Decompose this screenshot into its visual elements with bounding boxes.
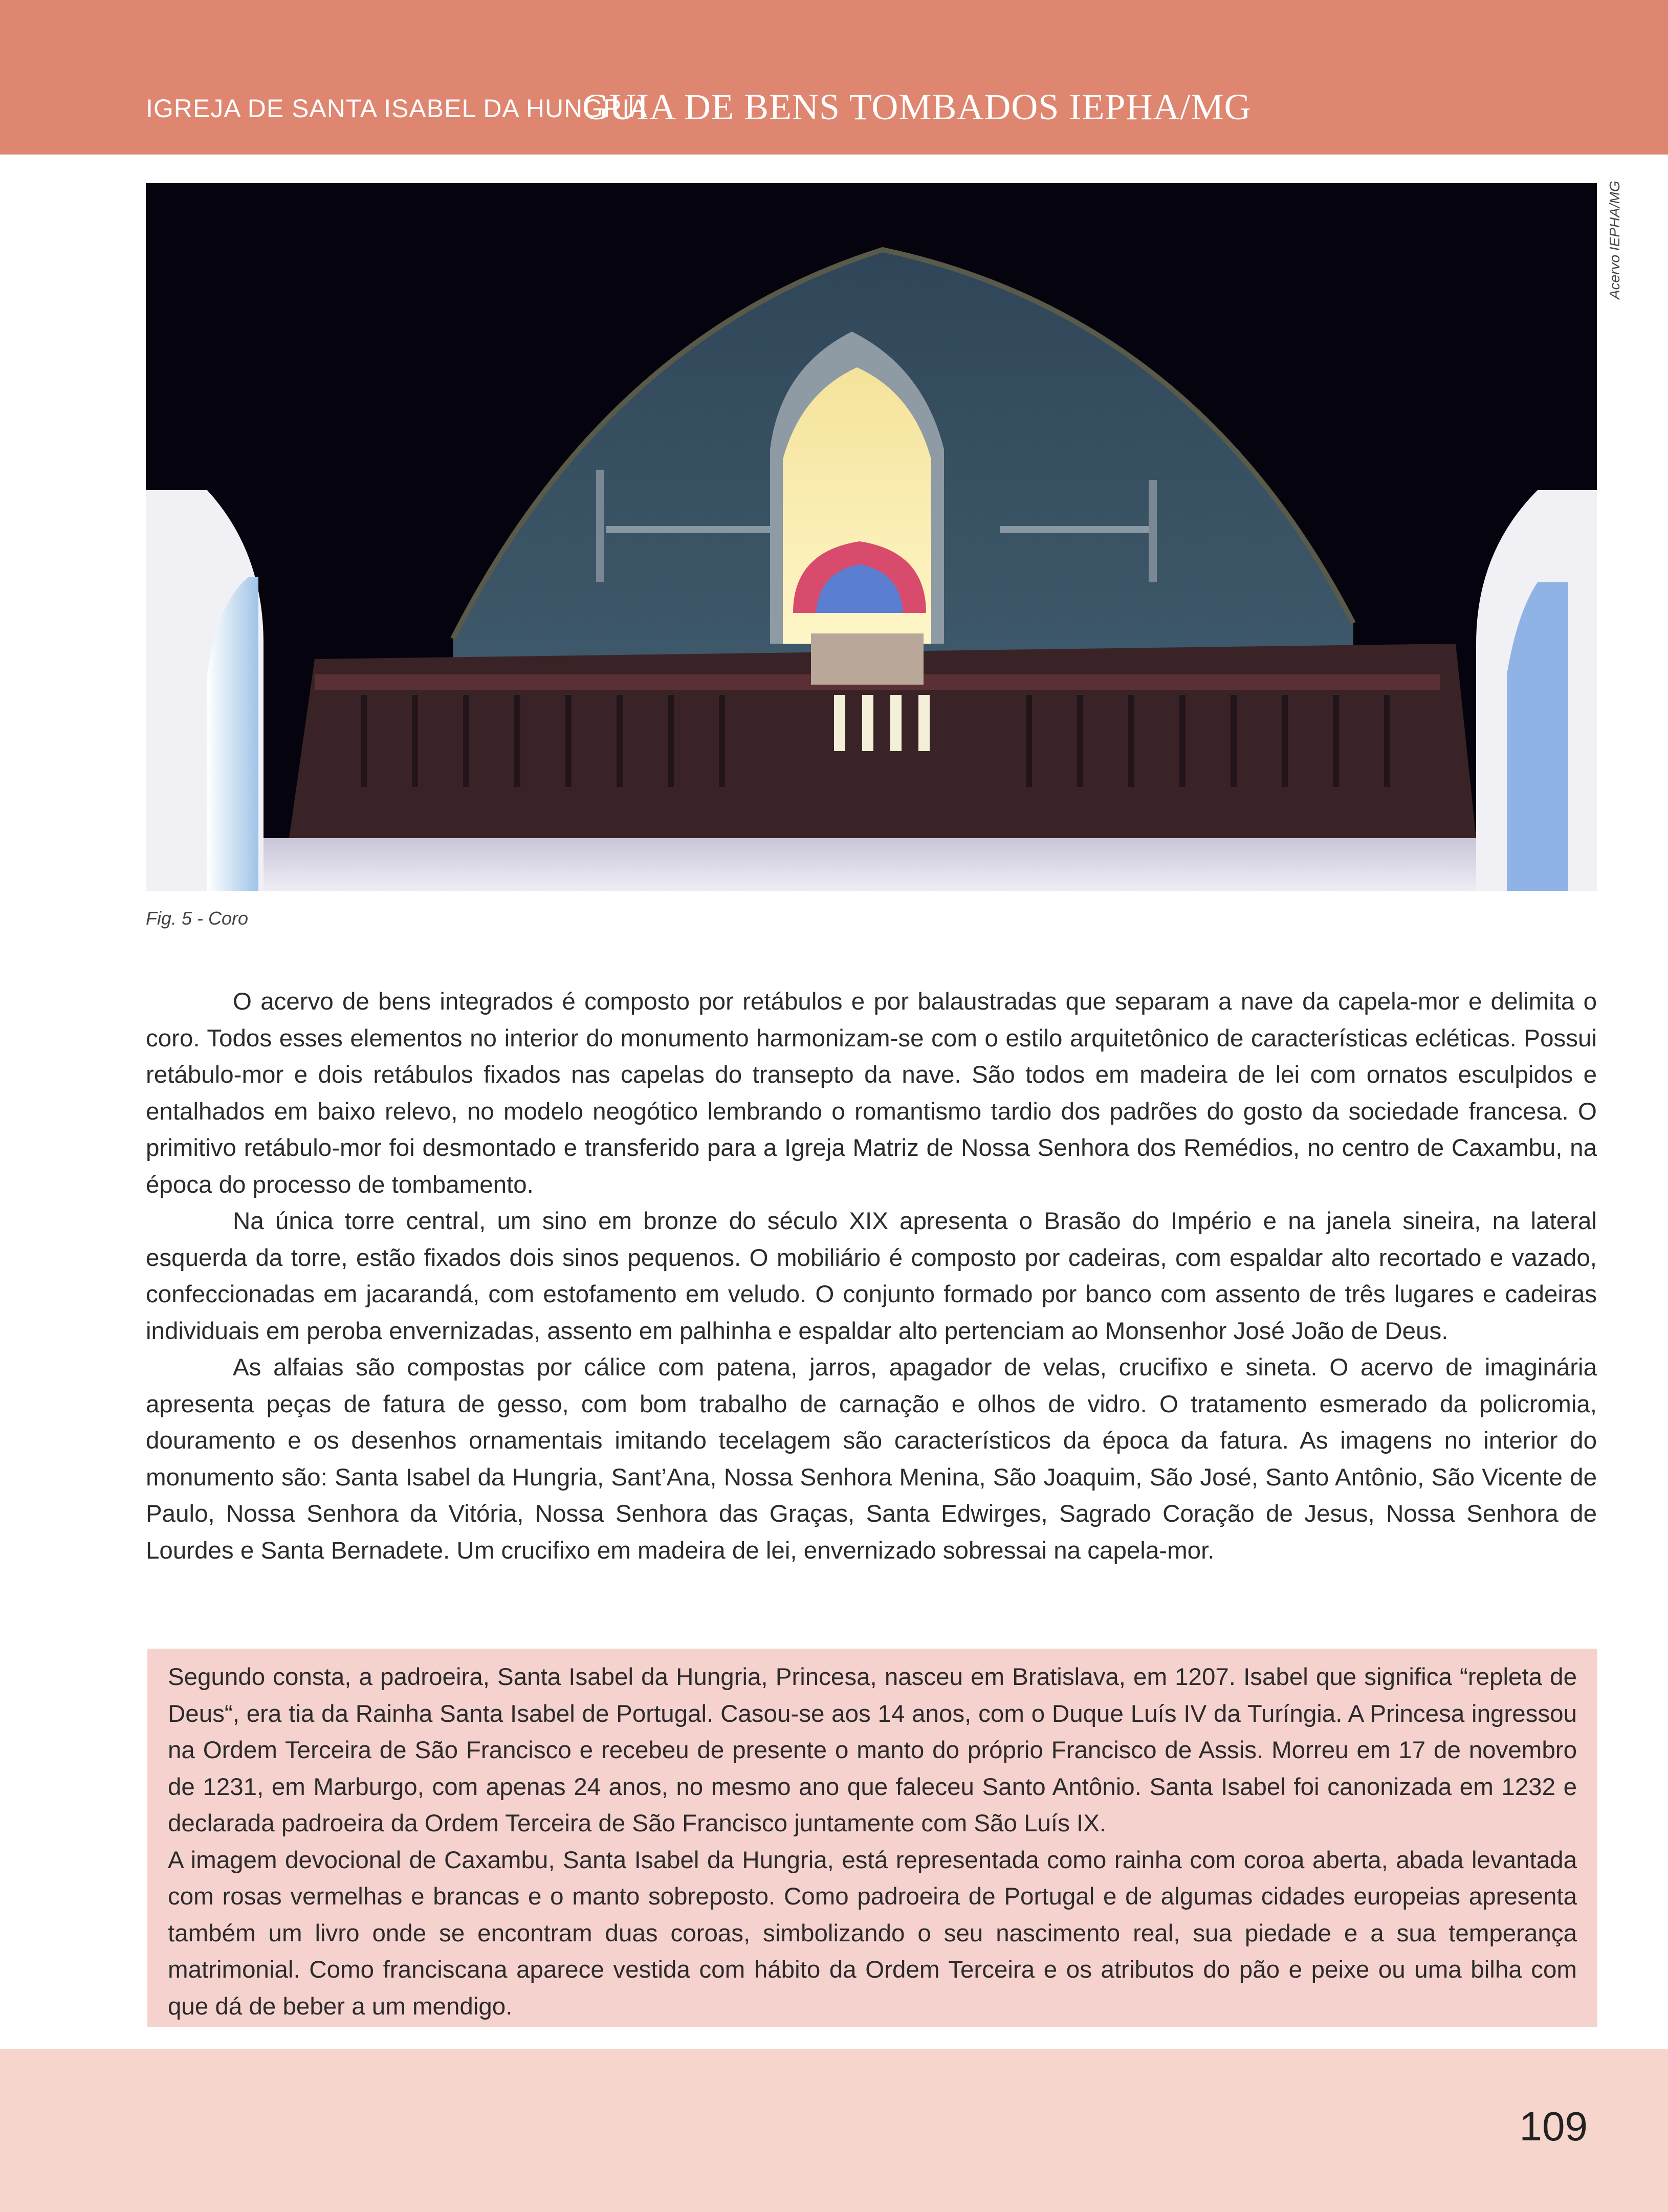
- info-box-text: [168, 1659, 1577, 2025]
- page-number: 109: [1519, 2104, 1588, 2149]
- stained-glass-panel: [811, 633, 924, 685]
- body-paragraph: As alfaias são compostas por cálice com patena, jarros, apagador de velas, crucifixo e sineta. O acervo de imaginária apresenta peças de fatura de gesso, com bom trabalho de carnação e olhos de vidro. O tratamento esmerado da policromia, douramento e os desenhos ornamentais imitando tecelagem são característicos da época da fatura. As imagens no interior do monumento são: Santa Isabel da Hungria, Sant’Ana, Nossa Senhora Menina, São Joaquim, São José, Santo Antônio, São Vicente de Paulo, Nossa Senhora da Vitória, Nossa Senhora das Graças, Santa Edwirges, Sagrado Coração de Jesus, Nossa Senhora de Lourdes e Santa Bernadete. Um crucifixo em madeira de lei, envernizado sobressai na capela-mor.: [146, 1354, 1597, 1564]
- info-paragraph: Segundo consta, a padroeira, Santa Isabel da Hungria, Princesa, nasceu em Bratislava, em 1207. Isabel que significa “repleta de Deus“, era tia da Rainha Santa Isabel de Portugal. Casou-se aos 14 anos, com o Duque Luís IV da Turíngia. A Princesa ingressou na Ordem Terceira de São Francisco e recebeu de presente o manto do próprio Francisco de Assis. Morreu em 17 de novembro de 1231, em Marburgo, com apenas 24 anos, no mesmo ano que faleceu Santo Antônio. Santa Isabel foi canonizada em 1232 e declarada padroeira da Ordem Terceira de São Francisco juntamente com São Luís IX.: [168, 1663, 1577, 1837]
- body-text: [146, 983, 1597, 1569]
- nave-floor-area: [146, 838, 1597, 891]
- footer-band: [0, 2049, 1668, 2212]
- pilaster-right: [1149, 480, 1157, 582]
- section-title: IGREJA DE SANTA ISABEL DA HUNGRIA: [146, 94, 648, 123]
- body-paragraph: Na única torre central, um sino em bronze do século XIX apresenta o Brasão do Império e na janela sineira, na lateral esquerda da torre, estão fixados dois sinos pequenos. O mobiliário é composto por cadeiras, com espaldar alto recortado e vazado, confeccionadas em jacarandá, com estofamento em veludo. O conjunto formado por banco com assento de três lugares e cadeiras individuais em peroba envernizadas, assento em palhinha e espaldar alto pertenciam ao Monsenhor José João de Deus.: [146, 1208, 1597, 1345]
- photo-illustration: [146, 183, 1597, 891]
- info-paragraph: A imagem devocional de Caxambu, Santa Isabel da Hungria, está representada como rainha com coroa aberta, abada levantada com rosas vermelhas e brancas e o manto sobreposto. Como padroeira de Portugal e de algumas cidades europeias apresenta também um livro onde se encontram duas coroas, simbolizando o seu nascimento real, sua piedade e a sua temperança matrimonial. Como franciscana aparece vestida com hábito da Ordem Terceira e os atributos do pão e peixe ou uma bilha com que dá de beber a um mendigo.: [168, 1846, 1577, 2020]
- figure-caption: Fig. 5 - Coro: [146, 908, 249, 929]
- info-box: [147, 1649, 1597, 2027]
- photo-credit: Acervo IEPHA/MG: [1607, 181, 1622, 299]
- wall-lamp-right: [1000, 526, 1154, 533]
- body-paragraph: O acervo de bens integrados é composto por retábulos e por balaustradas que separam a nave da capela-mor e delimita o coro. Todos esses elementos no interior do monumento harmonizam-se com o estilo arquitetônico de características ecléticas. Possui retábulo-mor e dois retábulos fixados nas capelas do transepto da nave. São todos em madeira de lei com ornatos esculpidos e entalhados em baixo relevo, no modelo neogótico lembrando o romantismo tardio dos padrões do gosto da sociedade francesa. O primitivo retábulo-mor foi desmontado e transferido para a Igreja Matriz de Nossa Senhora dos Remédios, no centro de Caxambu, na época do processo de tombamento.: [146, 988, 1597, 1198]
- church-choir-photo: [146, 183, 1597, 891]
- pilaster-left: [596, 470, 604, 582]
- header-band: [0, 0, 1668, 155]
- guide-title: GUIA DE BENS TOMBADOS IEPHA/MG: [582, 86, 1252, 127]
- wall-lamp-left: [606, 526, 770, 533]
